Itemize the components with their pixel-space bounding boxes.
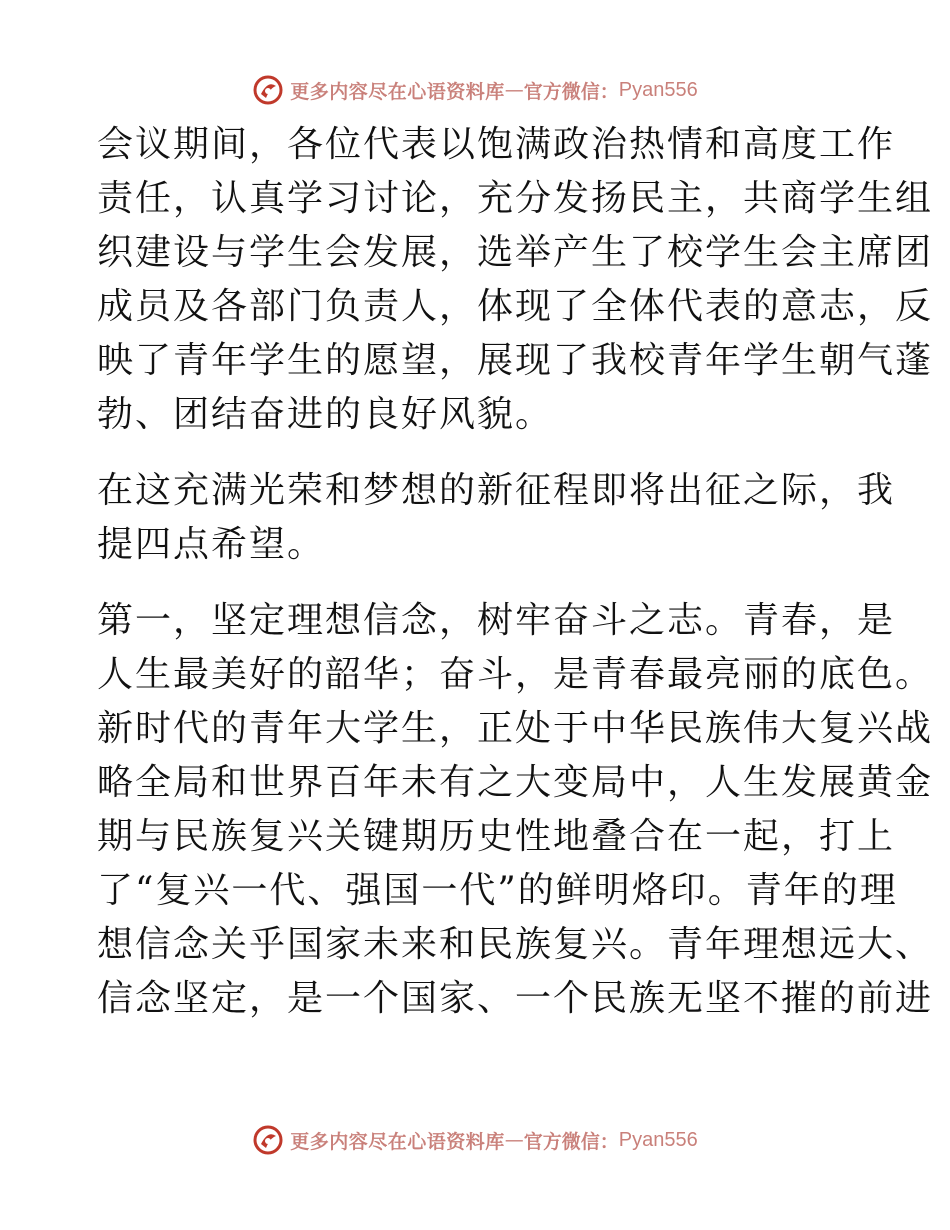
banner-wechat-id: Pyan556	[618, 78, 698, 101]
banner-dash: —	[504, 79, 524, 101]
text-line: 略全局和世界百年未有之大变局中，人生发展黄金	[97, 762, 934, 803]
text-line: 期与民族复兴关键期历史性地叠合在一起，打上	[97, 816, 896, 857]
text-line: 第一，坚定理想信念，树牢奋斗之志。青春，是	[97, 600, 896, 641]
text-line: 成员及各部门负责人，体现了全体代表的意志，反	[97, 286, 934, 327]
document-body	[97, 118, 934, 1048]
text-line: 勃、团结奋进的良好风貌。	[97, 394, 554, 435]
text-line: 人生最美好的韶华；奋斗，是青春最亮丽的底色。	[97, 654, 934, 695]
text-line: 信念坚定，是一个国家、一个民族无坚不摧的前进	[97, 978, 934, 1019]
banner-wechat-label: 官方微信：	[523, 80, 619, 103]
red-swirl-logo-icon	[252, 74, 284, 106]
text-line: 新时代的青年大学生，正处于中华民族伟大复兴战	[97, 708, 934, 749]
banner-text: 更多内容尽在心语资料库	[290, 1130, 505, 1153]
text-line: 织建设与学生会发展，选举产生了校学生会主席团	[97, 232, 934, 273]
text-line: 提四点希望。	[97, 524, 326, 565]
text-line: 责任，认真学习讨论，充分发扬民主，共商学生组	[97, 178, 934, 219]
text-line: 会议期间，各位代表以饱满政治热情和高度工作	[97, 124, 896, 165]
paragraph-2	[97, 464, 896, 572]
text-line: 了“复兴一代、强国一代”的鲜明烙印。青年的理	[97, 870, 898, 911]
text-line: 映了青年学生的愿望，展现了我校青年学生朝气蓬	[97, 340, 934, 381]
banner-wechat-id: Pyan556	[618, 1128, 698, 1151]
banner-text: 更多内容尽在心语资料库	[290, 80, 505, 103]
header-banner	[0, 70, 950, 110]
text-line: 想信念关乎国家未来和民族复兴。青年理想远大、	[97, 924, 934, 965]
banner-wechat-label: 官方微信：	[523, 1130, 619, 1153]
banner-dash: —	[504, 1129, 524, 1151]
red-swirl-logo-icon	[252, 1124, 284, 1156]
paragraph-3	[97, 594, 934, 1026]
paragraph-1	[97, 118, 934, 442]
text-line: 在这充满光荣和梦想的新征程即将出征之际，我	[97, 470, 896, 511]
footer-banner	[0, 1120, 950, 1160]
